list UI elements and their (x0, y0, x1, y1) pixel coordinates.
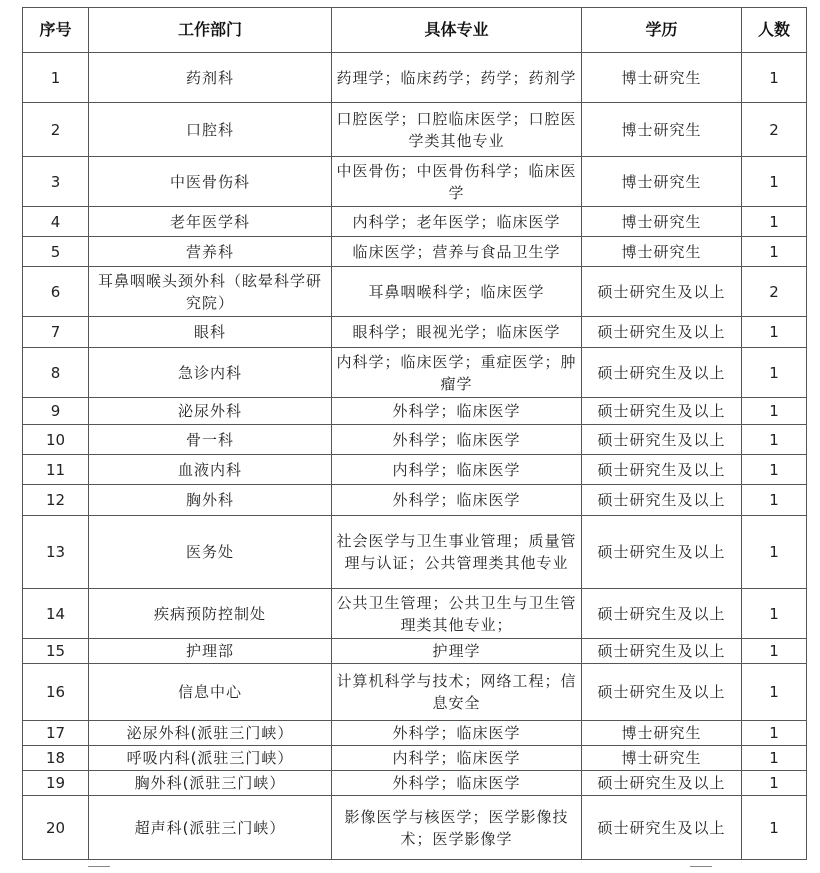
row-no: 3 (23, 157, 89, 207)
row-dept: 老年医学科 (89, 207, 332, 237)
row-major: 药理学；临床药学；药学；药剂学 (332, 53, 582, 103)
row-major: 社会医学与卫生事业管理；质量管理与认证；公共管理类其他专业 (332, 516, 582, 589)
row-count: 1 (742, 771, 807, 796)
row-dept: 急诊内科 (89, 348, 332, 398)
row-count: 1 (742, 639, 807, 664)
row-no: 14 (23, 589, 89, 639)
header-dept: 工作部门 (89, 8, 332, 53)
row-dept: 骨一科 (89, 425, 332, 455)
row-dept: 泌尿外科(派驻三门峡） (89, 721, 332, 746)
row-count: 1 (742, 516, 807, 589)
row-edu: 硕士研究生及以上 (582, 267, 742, 317)
table-row (23, 746, 807, 771)
table-row (23, 796, 807, 860)
row-dept: 泌尿外科 (89, 398, 332, 425)
bottom-edge-mark-left (88, 866, 110, 867)
row-major: 护理学 (332, 639, 582, 664)
row-edu: 硕士研究生及以上 (582, 348, 742, 398)
row-edu: 博士研究生 (582, 746, 742, 771)
row-count: 1 (742, 796, 807, 860)
row-no: 20 (23, 796, 89, 860)
table-row (23, 237, 807, 267)
row-dept: 呼吸内科(派驻三门峡） (89, 746, 332, 771)
row-no: 10 (23, 425, 89, 455)
row-dept: 护理部 (89, 639, 332, 664)
row-major: 临床医学；营养与食品卫生学 (332, 237, 582, 267)
bottom-edge-mark-right (690, 866, 712, 867)
row-major: 影像医学与核医学；医学影像技术；医学影像学 (332, 796, 582, 860)
row-count: 1 (742, 721, 807, 746)
row-edu: 硕士研究生及以上 (582, 664, 742, 721)
row-no: 12 (23, 485, 89, 516)
row-major: 外科学；临床医学 (332, 721, 582, 746)
row-dept: 耳鼻咽喉头颈外科（眩晕科学研究院） (89, 267, 332, 317)
row-count: 1 (742, 207, 807, 237)
row-dept: 医务处 (89, 516, 332, 589)
row-edu: 硕士研究生及以上 (582, 796, 742, 860)
row-no: 1 (23, 53, 89, 103)
row-major: 中医骨伤；中医骨伤科学；临床医学 (332, 157, 582, 207)
table-row (23, 455, 807, 485)
row-dept: 口腔科 (89, 103, 332, 157)
row-no: 13 (23, 516, 89, 589)
table-row (23, 664, 807, 721)
row-count: 1 (742, 425, 807, 455)
row-major: 公共卫生管理；公共卫生与卫生管理类其他专业； (332, 589, 582, 639)
table-row (23, 317, 807, 348)
row-edu: 博士研究生 (582, 53, 742, 103)
row-no: 17 (23, 721, 89, 746)
row-edu: 硕士研究生及以上 (582, 425, 742, 455)
row-edu: 博士研究生 (582, 157, 742, 207)
table-row (23, 485, 807, 516)
row-major: 内科学；临床医学 (332, 746, 582, 771)
row-count: 1 (742, 398, 807, 425)
row-no: 2 (23, 103, 89, 157)
row-dept: 疾病预防控制处 (89, 589, 332, 639)
row-count: 2 (742, 267, 807, 317)
row-edu: 硕士研究生及以上 (582, 398, 742, 425)
table-row (23, 589, 807, 639)
table-row (23, 721, 807, 746)
row-count: 1 (742, 485, 807, 516)
row-major: 外科学；临床医学 (332, 398, 582, 425)
row-edu: 硕士研究生及以上 (582, 639, 742, 664)
row-major: 内科学；老年医学；临床医学 (332, 207, 582, 237)
row-dept: 胸外科 (89, 485, 332, 516)
row-no: 5 (23, 237, 89, 267)
table-header-row (23, 8, 807, 53)
header-count: 人数 (742, 8, 807, 53)
row-dept: 药剂科 (89, 53, 332, 103)
table-row (23, 639, 807, 664)
row-no: 6 (23, 267, 89, 317)
row-major: 口腔医学；口腔临床医学；口腔医学类其他专业 (332, 103, 582, 157)
header-no: 序号 (23, 8, 89, 53)
row-major: 耳鼻咽喉科学；临床医学 (332, 267, 582, 317)
row-dept: 胸外科(派驻三门峡） (89, 771, 332, 796)
row-count: 1 (742, 237, 807, 267)
row-no: 18 (23, 746, 89, 771)
row-no: 4 (23, 207, 89, 237)
header-major: 具体专业 (332, 8, 582, 53)
row-edu: 硕士研究生及以上 (582, 516, 742, 589)
row-count: 1 (742, 455, 807, 485)
row-edu: 硕士研究生及以上 (582, 485, 742, 516)
row-dept: 营养科 (89, 237, 332, 267)
row-no: 16 (23, 664, 89, 721)
row-edu: 硕士研究生及以上 (582, 317, 742, 348)
row-count: 1 (742, 157, 807, 207)
row-no: 19 (23, 771, 89, 796)
table-row (23, 267, 807, 317)
row-edu: 博士研究生 (582, 237, 742, 267)
table-row (23, 771, 807, 796)
table-row (23, 398, 807, 425)
row-edu: 硕士研究生及以上 (582, 589, 742, 639)
row-edu: 博士研究生 (582, 103, 742, 157)
row-count: 1 (742, 317, 807, 348)
table-row (23, 348, 807, 398)
row-count: 1 (742, 746, 807, 771)
row-count: 1 (742, 348, 807, 398)
table-row (23, 425, 807, 455)
row-major: 内科学；临床医学 (332, 455, 582, 485)
row-edu: 硕士研究生及以上 (582, 771, 742, 796)
row-no: 15 (23, 639, 89, 664)
header-edu: 学历 (582, 8, 742, 53)
row-count: 1 (742, 589, 807, 639)
row-edu: 博士研究生 (582, 207, 742, 237)
row-dept: 眼科 (89, 317, 332, 348)
table-row (23, 207, 807, 237)
row-count: 1 (742, 664, 807, 721)
table-row (23, 53, 807, 103)
row-no: 8 (23, 348, 89, 398)
table-row (23, 103, 807, 157)
row-major: 内科学；临床医学；重症医学；肿瘤学 (332, 348, 582, 398)
row-count: 2 (742, 103, 807, 157)
row-major: 计算机科学与技术；网络工程；信息安全 (332, 664, 582, 721)
row-major: 外科学；临床医学 (332, 425, 582, 455)
row-no: 7 (23, 317, 89, 348)
row-edu: 博士研究生 (582, 721, 742, 746)
row-major: 外科学；临床医学 (332, 771, 582, 796)
row-no: 11 (23, 455, 89, 485)
row-dept: 血液内科 (89, 455, 332, 485)
row-dept: 超声科(派驻三门峡） (89, 796, 332, 860)
row-dept: 信息中心 (89, 664, 332, 721)
recruitment-table (22, 7, 807, 860)
row-major: 外科学；临床医学 (332, 485, 582, 516)
row-dept: 中医骨伤科 (89, 157, 332, 207)
row-edu: 硕士研究生及以上 (582, 455, 742, 485)
row-no: 9 (23, 398, 89, 425)
row-count: 1 (742, 53, 807, 103)
table-row (23, 157, 807, 207)
row-major: 眼科学；眼视光学；临床医学 (332, 317, 582, 348)
table-row (23, 516, 807, 589)
